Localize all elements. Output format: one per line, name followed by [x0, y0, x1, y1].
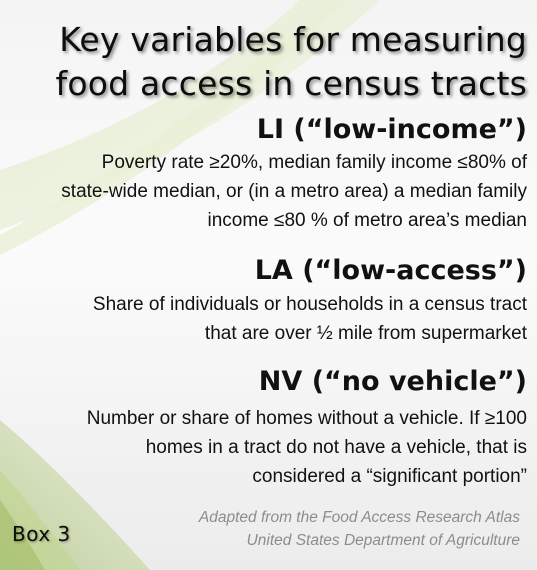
source-line-2: United States Department of Agriculture	[246, 532, 520, 549]
no-vehicle-heading: NV (“no vehicle”)	[258, 366, 527, 397]
low-access-description	[93, 290, 527, 348]
source-attribution	[199, 506, 520, 552]
low-access-heading: LA (“low-access”)	[254, 255, 527, 286]
low-access-line-2: that are over ½ mile from supermarket	[204, 323, 527, 344]
no-vehicle-description	[87, 404, 527, 491]
no-vehicle-line-1: Number or share of homes without a vehicle. If ≥100	[86, 408, 527, 429]
source-line-1: Adapted from the Food Access Research Atlas	[198, 509, 520, 526]
low-income-line-1: Poverty rate ≥20%, median family income ≤80% of	[101, 152, 527, 173]
no-vehicle-line-3: considered a “significant portion”	[252, 466, 527, 487]
no-vehicle-line-2: homes in a tract do not have a vehicle, that is	[145, 437, 527, 458]
page-title	[56, 18, 527, 106]
low-access-line-1: Share of individuals or households in a census tract	[92, 294, 527, 315]
title-line-2: food access in census tracts	[55, 64, 527, 103]
low-income-heading: LI (“low-income”)	[256, 114, 527, 145]
low-income-line-2: state-wide median, or (in a metro area) a median family	[61, 181, 527, 202]
low-income-line-3: income ≤80 % of metro area’s median	[207, 210, 527, 231]
title-line-1: Key variables for measuring	[59, 20, 527, 59]
box-label: Box 3	[12, 522, 71, 546]
low-income-description	[61, 148, 527, 235]
